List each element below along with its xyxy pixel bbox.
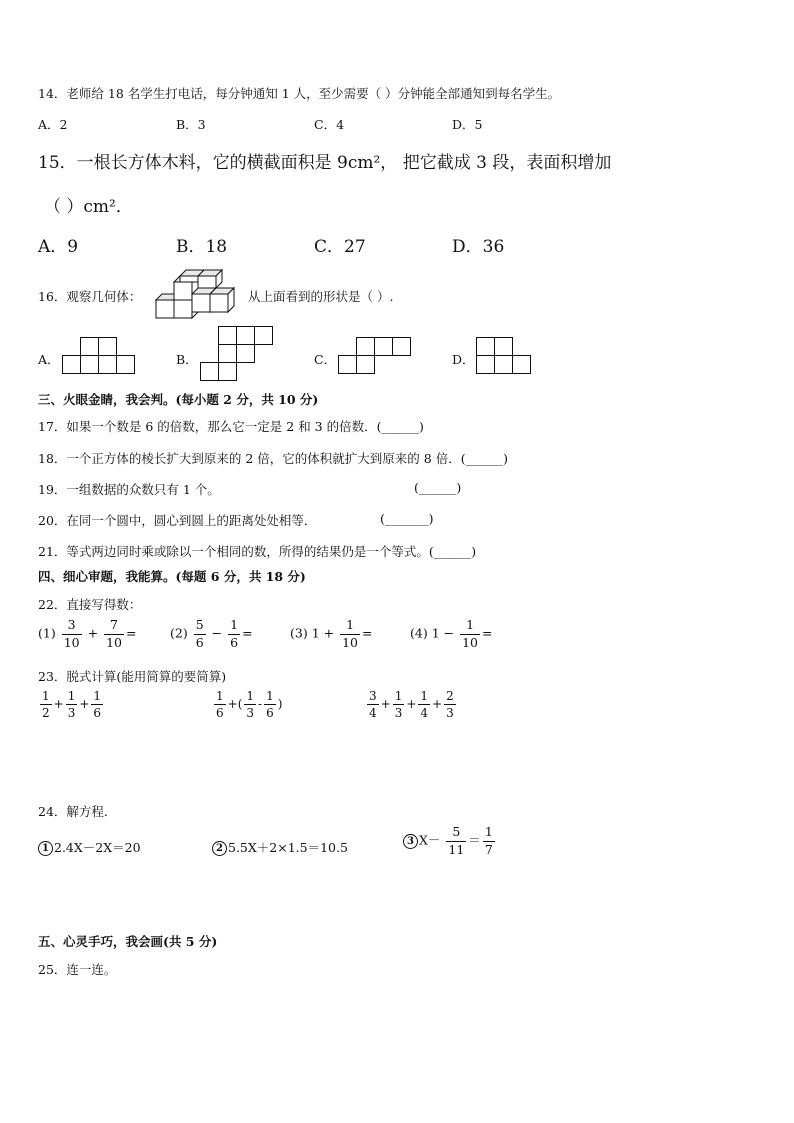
q20-answer-blank[interactable]: (_______)	[380, 511, 434, 526]
q22-problem-2: (2) $\frac{5}{6}$ − $\frac{1}{6}$ =	[170, 617, 253, 650]
q19: 19．一组数据的众数只有 1 个。	[38, 482, 220, 497]
q15-stem-line1: 15．一根长方体木料，它的横截面积是 9cm²， 把它截成 3 段，表面积增加	[38, 153, 612, 173]
circled-number-2: 2	[212, 841, 227, 856]
q25: 25．连一连。	[38, 962, 117, 977]
q23-expression-3: $\frac{3}{4}$ + $\frac{1}{3}$ + $\frac{1}{4}$ + $\frac{2}{3}$	[369, 689, 454, 720]
section-5-title: 五、心灵手巧，我会画(共 5 分)	[38, 934, 218, 949]
q14-option-b[interactable]: B．3	[176, 117, 206, 132]
q18: 18．一个正方体的棱长扩大到原来的 2 倍，它的体积就扩大到原来的 8 倍．(______)	[38, 451, 508, 466]
q15-option-b[interactable]: B．18	[176, 237, 228, 257]
q16-option-d[interactable]: D．	[452, 352, 475, 367]
q23-expression-1: $\frac{1}{2}$ + $\frac{1}{3}$ + $\frac{1}{6}$	[42, 689, 102, 720]
q16-question: 从上面看到的形状是（ ）.	[248, 289, 394, 304]
q16-option-c[interactable]: C．	[314, 352, 337, 367]
q15-option-a[interactable]: A．9	[38, 237, 79, 257]
section-4-title: 四、细心审题，我能算。(每题 6 分，共 18 分)	[38, 569, 306, 584]
q16-solid-figure	[154, 268, 240, 320]
section-3-title: 三、火眼金睛，我会判。(每小题 2 分，共 10 分)	[38, 392, 319, 407]
q16-option-c-grid	[338, 337, 418, 377]
q23-label: 23．脱式计算(能用简算的要简算)	[38, 669, 227, 684]
q14-stem: 14．老师给 18 名学生打电话，每分钟通知 1 人，至少需要（ ）分钟能全部通知到每名学生。	[38, 86, 561, 101]
q15-option-d[interactable]: D．36	[452, 237, 505, 257]
q17: 17．如果一个数是 6 的倍数，那么它一定是 2 和 3 的倍数．(______)	[38, 419, 424, 434]
circled-number-1: 1	[38, 841, 53, 856]
q24-label: 24．解方程．	[38, 804, 117, 819]
circled-number-3: 3	[403, 834, 418, 849]
q14-option-c[interactable]: C．4	[314, 117, 345, 132]
q15-option-c[interactable]: C．27	[314, 237, 366, 257]
q24-equation-2: 2 5.5X＋2×1.5＝10.5	[212, 838, 348, 856]
q14-option-a[interactable]: A．2	[38, 117, 68, 132]
q16-option-b-grid	[200, 326, 280, 386]
q16-option-d-grid	[476, 337, 556, 377]
q16-option-a-grid	[62, 337, 142, 377]
q23-expression-2: $\frac{1}{6}$ +( $\frac{1}{3}$ - $\frac{1}{6}$ )	[216, 689, 283, 720]
q24-equation-3: 3 X－ $\frac{5}{11}$ ＝ $\frac{1}{7}$	[403, 826, 497, 856]
q16-option-b[interactable]: B．	[176, 352, 198, 367]
q16-option-a[interactable]: A．	[38, 352, 60, 367]
q14-option-d[interactable]: D．5	[452, 117, 483, 132]
q22-problem-4: (4) 1 − $\frac{1}{10}$ =	[410, 617, 493, 650]
q22-label: 22．直接写得数：	[38, 597, 142, 612]
q15-stem-line2: （ ）cm²．	[44, 197, 133, 217]
q16-label: 16．观察几何体：	[38, 289, 142, 304]
q24-equation-1: 1 2.4X－2X＝20	[38, 838, 141, 856]
q20: 20．在同一个圆中，圆心到圆上的距离处处相等．	[38, 513, 317, 528]
q21: 21．等式两边同时乘或除以一个相同的数，所得的结果仍是一个等式。(______)	[38, 544, 477, 559]
q22-problem-1: (1) $\frac{3}{10}$ + $\frac{7}{10}$ =	[38, 617, 137, 650]
q22-problem-3: (3) 1 + $\frac{1}{10}$ =	[290, 617, 373, 650]
q19-answer-blank[interactable]: (______)	[414, 480, 462, 495]
